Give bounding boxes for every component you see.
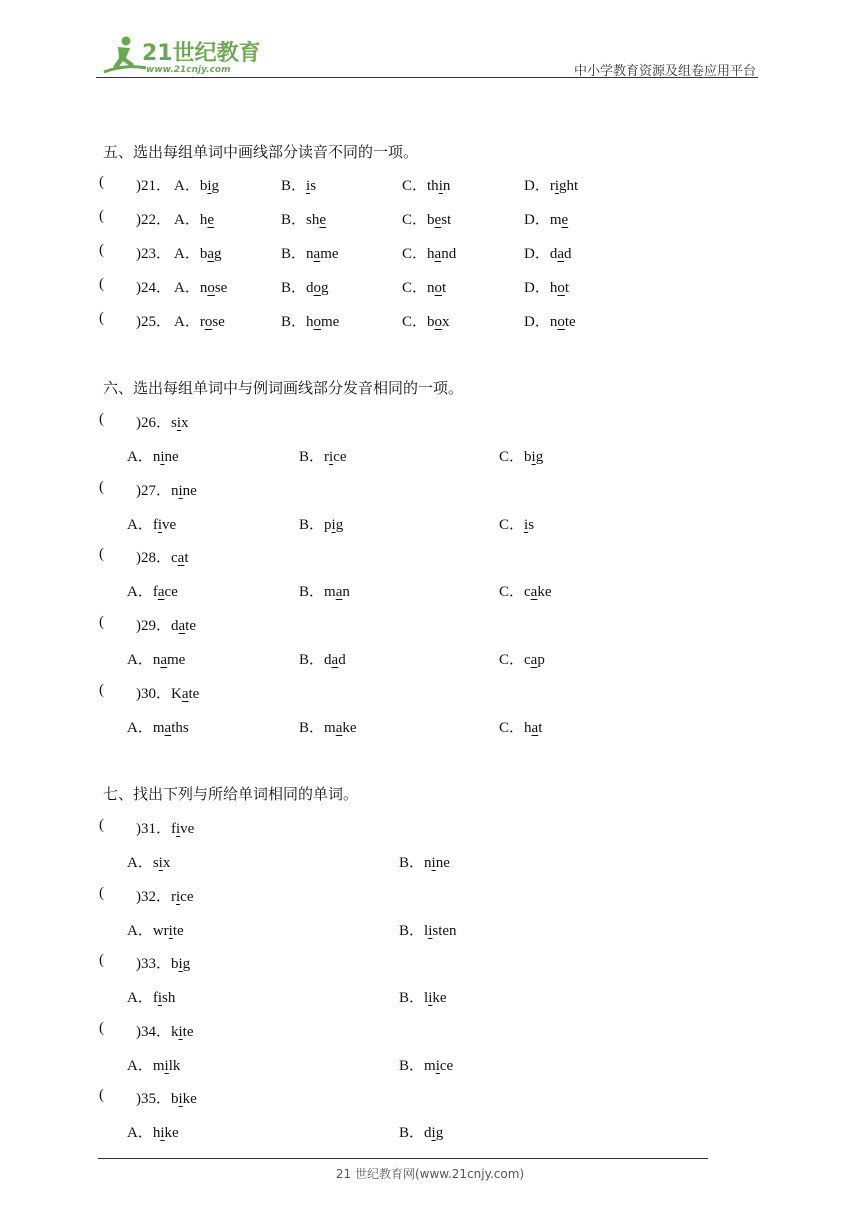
question-29-options <box>0 648 860 668</box>
answer-blank[interactable]: ( <box>99 208 104 224</box>
option-c[interactable]: C．cap <box>499 652 545 668</box>
answer-blank[interactable]: ( <box>99 174 104 190</box>
option-d[interactable]: D．me <box>524 212 569 228</box>
question-32 <box>0 885 860 905</box>
header-divider <box>96 77 758 78</box>
option-c[interactable]: C．is <box>499 517 535 533</box>
answer-blank[interactable]: ( <box>99 546 104 562</box>
question-24 <box>0 276 860 296</box>
answer-blank[interactable]: ( <box>99 885 104 901</box>
option-b[interactable]: B．name <box>281 246 339 262</box>
option-b[interactable]: B．is <box>281 178 317 194</box>
answer-blank[interactable]: ( <box>99 1020 104 1036</box>
question-34 <box>0 1020 860 1040</box>
option-a[interactable]: A．rose <box>174 314 225 330</box>
question-31-options <box>0 851 860 871</box>
answer-blank[interactable]: ( <box>99 479 104 495</box>
question-26-options <box>0 445 860 465</box>
footer-divider <box>98 1158 708 1159</box>
question-35 <box>0 1087 860 1107</box>
svg-text:www.21cnjy.com: www.21cnjy.com <box>146 65 231 75</box>
question-35-options <box>0 1121 860 1141</box>
question-stem: )33．big <box>136 956 191 972</box>
question-29 <box>0 614 860 634</box>
question-number: )23． <box>136 246 171 262</box>
question-28 <box>0 546 860 566</box>
answer-blank[interactable]: ( <box>99 310 104 326</box>
svg-text:21世纪教育: 21世纪教育 <box>142 41 261 66</box>
question-stem: )32．rice <box>136 889 194 905</box>
question-number: )24． <box>136 280 171 296</box>
option-a[interactable]: A．name <box>127 652 186 668</box>
question-23 <box>0 242 860 262</box>
option-a[interactable]: A．face <box>127 584 178 600</box>
question-33 <box>0 952 860 972</box>
question-22 <box>0 208 860 228</box>
question-number: )21． <box>136 178 171 194</box>
option-d[interactable]: D．dad <box>524 246 572 262</box>
question-34-options <box>0 1054 860 1074</box>
answer-blank[interactable]: ( <box>99 952 104 968</box>
option-c[interactable]: C．big <box>499 449 544 465</box>
option-c[interactable]: C．hand <box>402 246 457 262</box>
answer-blank[interactable]: ( <box>99 242 104 258</box>
question-number: )22． <box>136 212 171 228</box>
question-stem: )35．bike <box>136 1091 197 1107</box>
option-c[interactable]: C．hat <box>499 720 543 736</box>
option-b[interactable]: B．make <box>299 720 357 736</box>
question-stem: )28．cat <box>136 550 189 566</box>
question-30-options <box>0 716 860 736</box>
answer-blank[interactable]: ( <box>99 682 104 698</box>
option-a[interactable]: A．he <box>174 212 215 228</box>
option-c[interactable]: C．best <box>402 212 452 228</box>
option-b[interactable]: B．she <box>281 212 327 228</box>
question-27-options <box>0 513 860 533</box>
option-a[interactable]: A．five <box>127 517 177 533</box>
question-stem: )34．kite <box>136 1024 194 1040</box>
option-a[interactable]: A．milk <box>127 1058 181 1074</box>
option-c[interactable]: C．box <box>402 314 450 330</box>
question-31 <box>0 817 860 837</box>
option-c[interactable]: C．not <box>402 280 447 296</box>
answer-blank[interactable]: ( <box>99 614 104 630</box>
answer-blank[interactable]: ( <box>99 1087 104 1103</box>
option-a[interactable]: A．write <box>127 923 184 939</box>
footer-link[interactable]: 21 世纪教育网(www.21cnjy.com) <box>335 1167 525 1181</box>
option-b[interactable]: B．pig <box>299 517 344 533</box>
page-header <box>96 34 758 78</box>
question-stem: )31．five <box>136 821 195 837</box>
option-d[interactable]: D．hot <box>524 280 570 296</box>
logo <box>96 34 266 78</box>
question-32-options <box>0 919 860 939</box>
answer-blank[interactable]: ( <box>99 411 104 427</box>
question-stem: )27．nine <box>136 483 197 499</box>
option-a[interactable]: A．six <box>127 855 171 871</box>
option-b[interactable]: B．nine <box>399 855 450 871</box>
option-a[interactable]: A．hike <box>127 1125 179 1141</box>
option-b[interactable]: B．home <box>281 314 340 330</box>
option-b[interactable]: B．like <box>399 990 447 1006</box>
option-a[interactable]: A．big <box>174 178 220 194</box>
answer-blank[interactable]: ( <box>99 817 104 833</box>
question-33-options <box>0 986 860 1006</box>
option-c[interactable]: C．thin <box>402 178 451 194</box>
question-27 <box>0 479 860 499</box>
option-b[interactable]: B．listen <box>399 923 457 939</box>
question-stem: )26．six <box>136 415 189 431</box>
option-b[interactable]: B．mice <box>399 1058 454 1074</box>
question-26 <box>0 411 860 431</box>
question-stem: )29．date <box>136 618 196 634</box>
question-number: )25． <box>136 314 171 330</box>
header-platform-text: 中小学教育资源及组卷应用平台 <box>573 64 756 79</box>
option-a[interactable]: A．bag <box>174 246 222 262</box>
option-b[interactable]: B．man <box>299 584 350 600</box>
option-c[interactable]: C．cake <box>499 584 552 600</box>
option-a[interactable]: A．nose <box>174 280 228 296</box>
question-21 <box>0 174 860 194</box>
question-stem: )30．Kate <box>136 686 200 702</box>
section-7-title: 七、找出下列与所给单词相同的单词。 <box>103 785 359 803</box>
question-28-options <box>0 580 860 600</box>
question-25 <box>0 310 860 330</box>
option-a[interactable]: A．maths <box>127 720 189 736</box>
option-d[interactable]: D．note <box>524 314 576 330</box>
option-a[interactable]: A．fish <box>127 990 176 1006</box>
logo-runner-icon <box>96 34 266 78</box>
section-6-title: 六、选出每组单词中与例词画线部分发音相同的一项。 <box>103 379 464 397</box>
question-30 <box>0 682 860 702</box>
option-b[interactable]: B．dad <box>299 652 346 668</box>
answer-blank[interactable]: ( <box>99 276 104 292</box>
option-b[interactable]: B．dog <box>281 280 329 296</box>
option-d[interactable]: D．right <box>524 178 579 194</box>
section-5-title: 五、选出每组单词中画线部分读音不同的一项。 <box>103 143 419 161</box>
option-a[interactable]: A．nine <box>127 449 179 465</box>
option-b[interactable]: B．dig <box>399 1125 444 1141</box>
option-b[interactable]: B．rice <box>299 449 347 465</box>
